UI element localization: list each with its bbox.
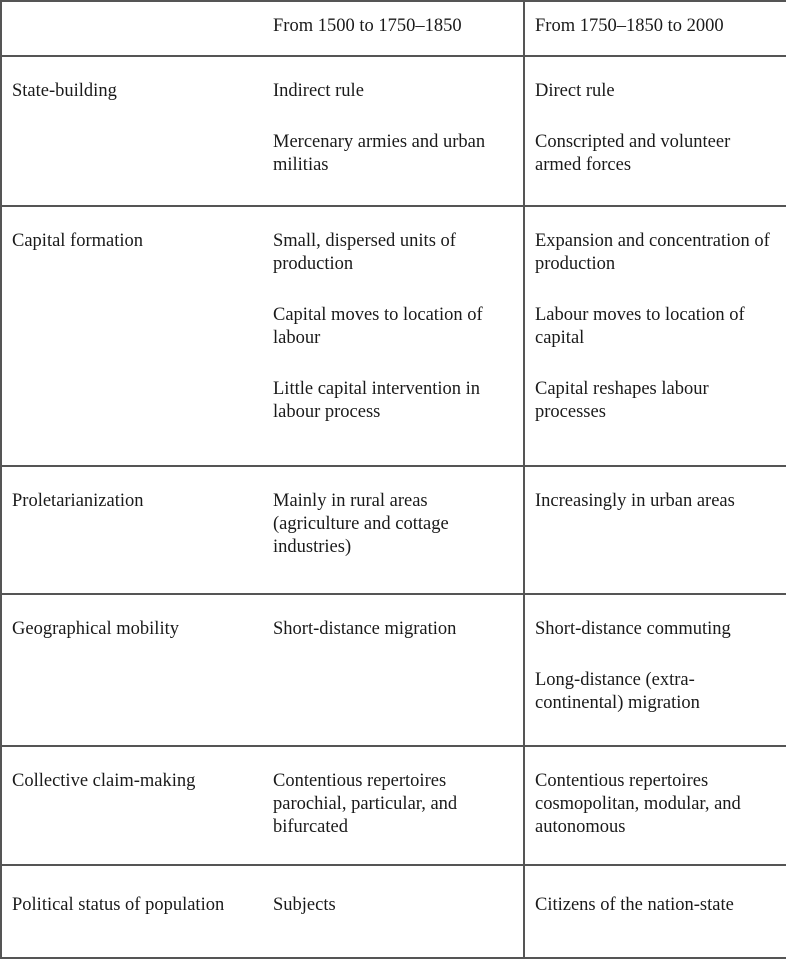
row-label-cell [1, 56, 263, 206]
cell-text: Short-distance commuting [535, 619, 731, 639]
header-period-1-label: From 1500 to 1750–1850 [273, 16, 462, 36]
header-period-2-label: From 1750–1850 to 2000 [535, 16, 724, 36]
header-row [1, 1, 786, 56]
row-label: Geographical mobility [12, 619, 179, 639]
cell-text: Little capital intervention in labour process [273, 379, 481, 422]
period-1-cell [263, 56, 524, 206]
table-row-capital-formation [1, 206, 786, 466]
period-1-cell [263, 594, 524, 746]
cell-text: Indirect rule [273, 81, 364, 101]
cell-text: Long-distance (extra-continental) migration [535, 670, 700, 713]
period-2-cell [524, 466, 786, 594]
cell-text: Capital reshapes labour processes [535, 379, 709, 422]
period-2-cell [524, 865, 786, 958]
row-label-cell [1, 865, 263, 958]
row-label-cell [1, 594, 263, 746]
cell-text: Contentious repertoires cosmopolitan, modular, and autonomous [535, 771, 741, 837]
row-label: Proletarianization [12, 491, 144, 511]
table-row-state-building [1, 56, 786, 206]
cell-text: Citizens of the nation-state [535, 895, 734, 915]
period-1-cell [263, 466, 524, 594]
row-label-cell [1, 206, 263, 466]
cell-text: Subjects [273, 895, 336, 915]
table-row-collective-claim-making [1, 746, 786, 865]
cell-text: Conscripted and volunteer armed forces [535, 132, 731, 175]
period-2-cell [524, 594, 786, 746]
period-2-cell [524, 56, 786, 206]
cell-text: Mercenary armies and urban militias [273, 132, 486, 175]
header-cell-period-2 [524, 1, 786, 56]
cell-text: Short-distance migration [273, 619, 457, 639]
table-row-political-status [1, 865, 786, 958]
row-label: State-building [12, 81, 117, 101]
cell-text: Direct rule [535, 81, 615, 101]
period-1-cell [263, 206, 524, 466]
row-label: Collective claim-making [12, 771, 196, 791]
row-label-cell [1, 466, 263, 594]
row-label-cell [1, 746, 263, 865]
table-row-proletarianization [1, 466, 786, 594]
period-1-cell [263, 746, 524, 865]
header-cell-period-1 [263, 1, 524, 56]
period-1-cell [263, 865, 524, 958]
cell-text: Contentious repertoires parochial, particular, and bifurcated [273, 771, 458, 837]
cell-text: Mainly in rural areas (agriculture and cottage industries) [273, 491, 449, 557]
cell-text: Capital moves to location of labour [273, 305, 483, 348]
row-label: Capital formation [12, 231, 144, 251]
cell-text: Small, dispersed units of production [273, 231, 456, 274]
row-label: Political status of population [12, 895, 225, 915]
cell-text: Increasingly in urban areas [535, 491, 735, 511]
cell-text: Expansion and concentration of production [535, 231, 770, 274]
header-cell-dimension [1, 1, 263, 56]
table-row-geographical-mobility [1, 594, 786, 746]
cell-text: Labour moves to location of capital [535, 305, 745, 348]
period-2-cell [524, 746, 786, 865]
period-2-cell [524, 206, 786, 466]
